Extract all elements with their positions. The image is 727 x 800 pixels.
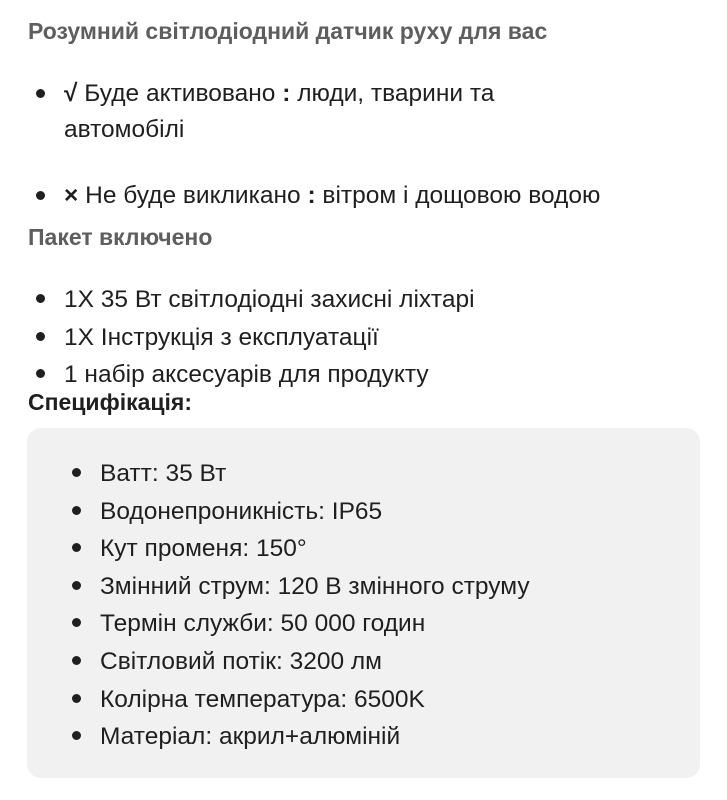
specification-heading: Специфікація: (28, 389, 192, 415)
spec-item-ac-voltage: Змінний струм: 120 В змінного струму (66, 568, 530, 606)
spec-item-beam-angle: Кут променя: 150° (66, 530, 530, 568)
spec-item-color-temperature: Колірна температура: 6500K (66, 681, 530, 719)
specification-list (66, 455, 530, 756)
check-icon: √ (64, 80, 78, 107)
spec-item-material: Матеріал: акрил+алюміній (66, 718, 530, 756)
activated-value-line1: люди, тварини та (297, 80, 495, 107)
activated-label: Буде активовано (84, 80, 276, 107)
activated-colon: : (282, 80, 291, 107)
list-item-activated (30, 76, 710, 148)
list-item-not-triggered (30, 178, 710, 214)
package-heading: Пакет включено (28, 224, 213, 250)
spec-item-lifespan: Термін служби: 50 000 годин (66, 605, 530, 643)
package-item: 1X Інструкція з експлуатації (30, 319, 475, 357)
activated-value-line2: автомобілі (64, 116, 185, 143)
package-item: 1X 35 Вт світлодіодні захисні ліхтарі (30, 281, 475, 319)
sensor-features-list (30, 76, 710, 214)
not-triggered-label: Не буде викликано (85, 182, 301, 209)
not-triggered-colon: : (307, 182, 316, 209)
spec-item-wattage: Ватт: 35 Вт (66, 455, 530, 493)
sensor-heading: Розумний світлодіодний датчик руху для вас (28, 18, 548, 44)
spec-item-luminous-flux: Світловий потік: 3200 лм (66, 643, 530, 681)
package-item: 1 набір аксесуарів для продукту (30, 356, 475, 394)
package-contents-list (30, 281, 475, 394)
not-triggered-value: вітром і дощовою водою (322, 182, 601, 209)
spec-item-waterproof: Водонепроникність: IP65 (66, 493, 530, 531)
cross-icon: × (64, 182, 79, 209)
